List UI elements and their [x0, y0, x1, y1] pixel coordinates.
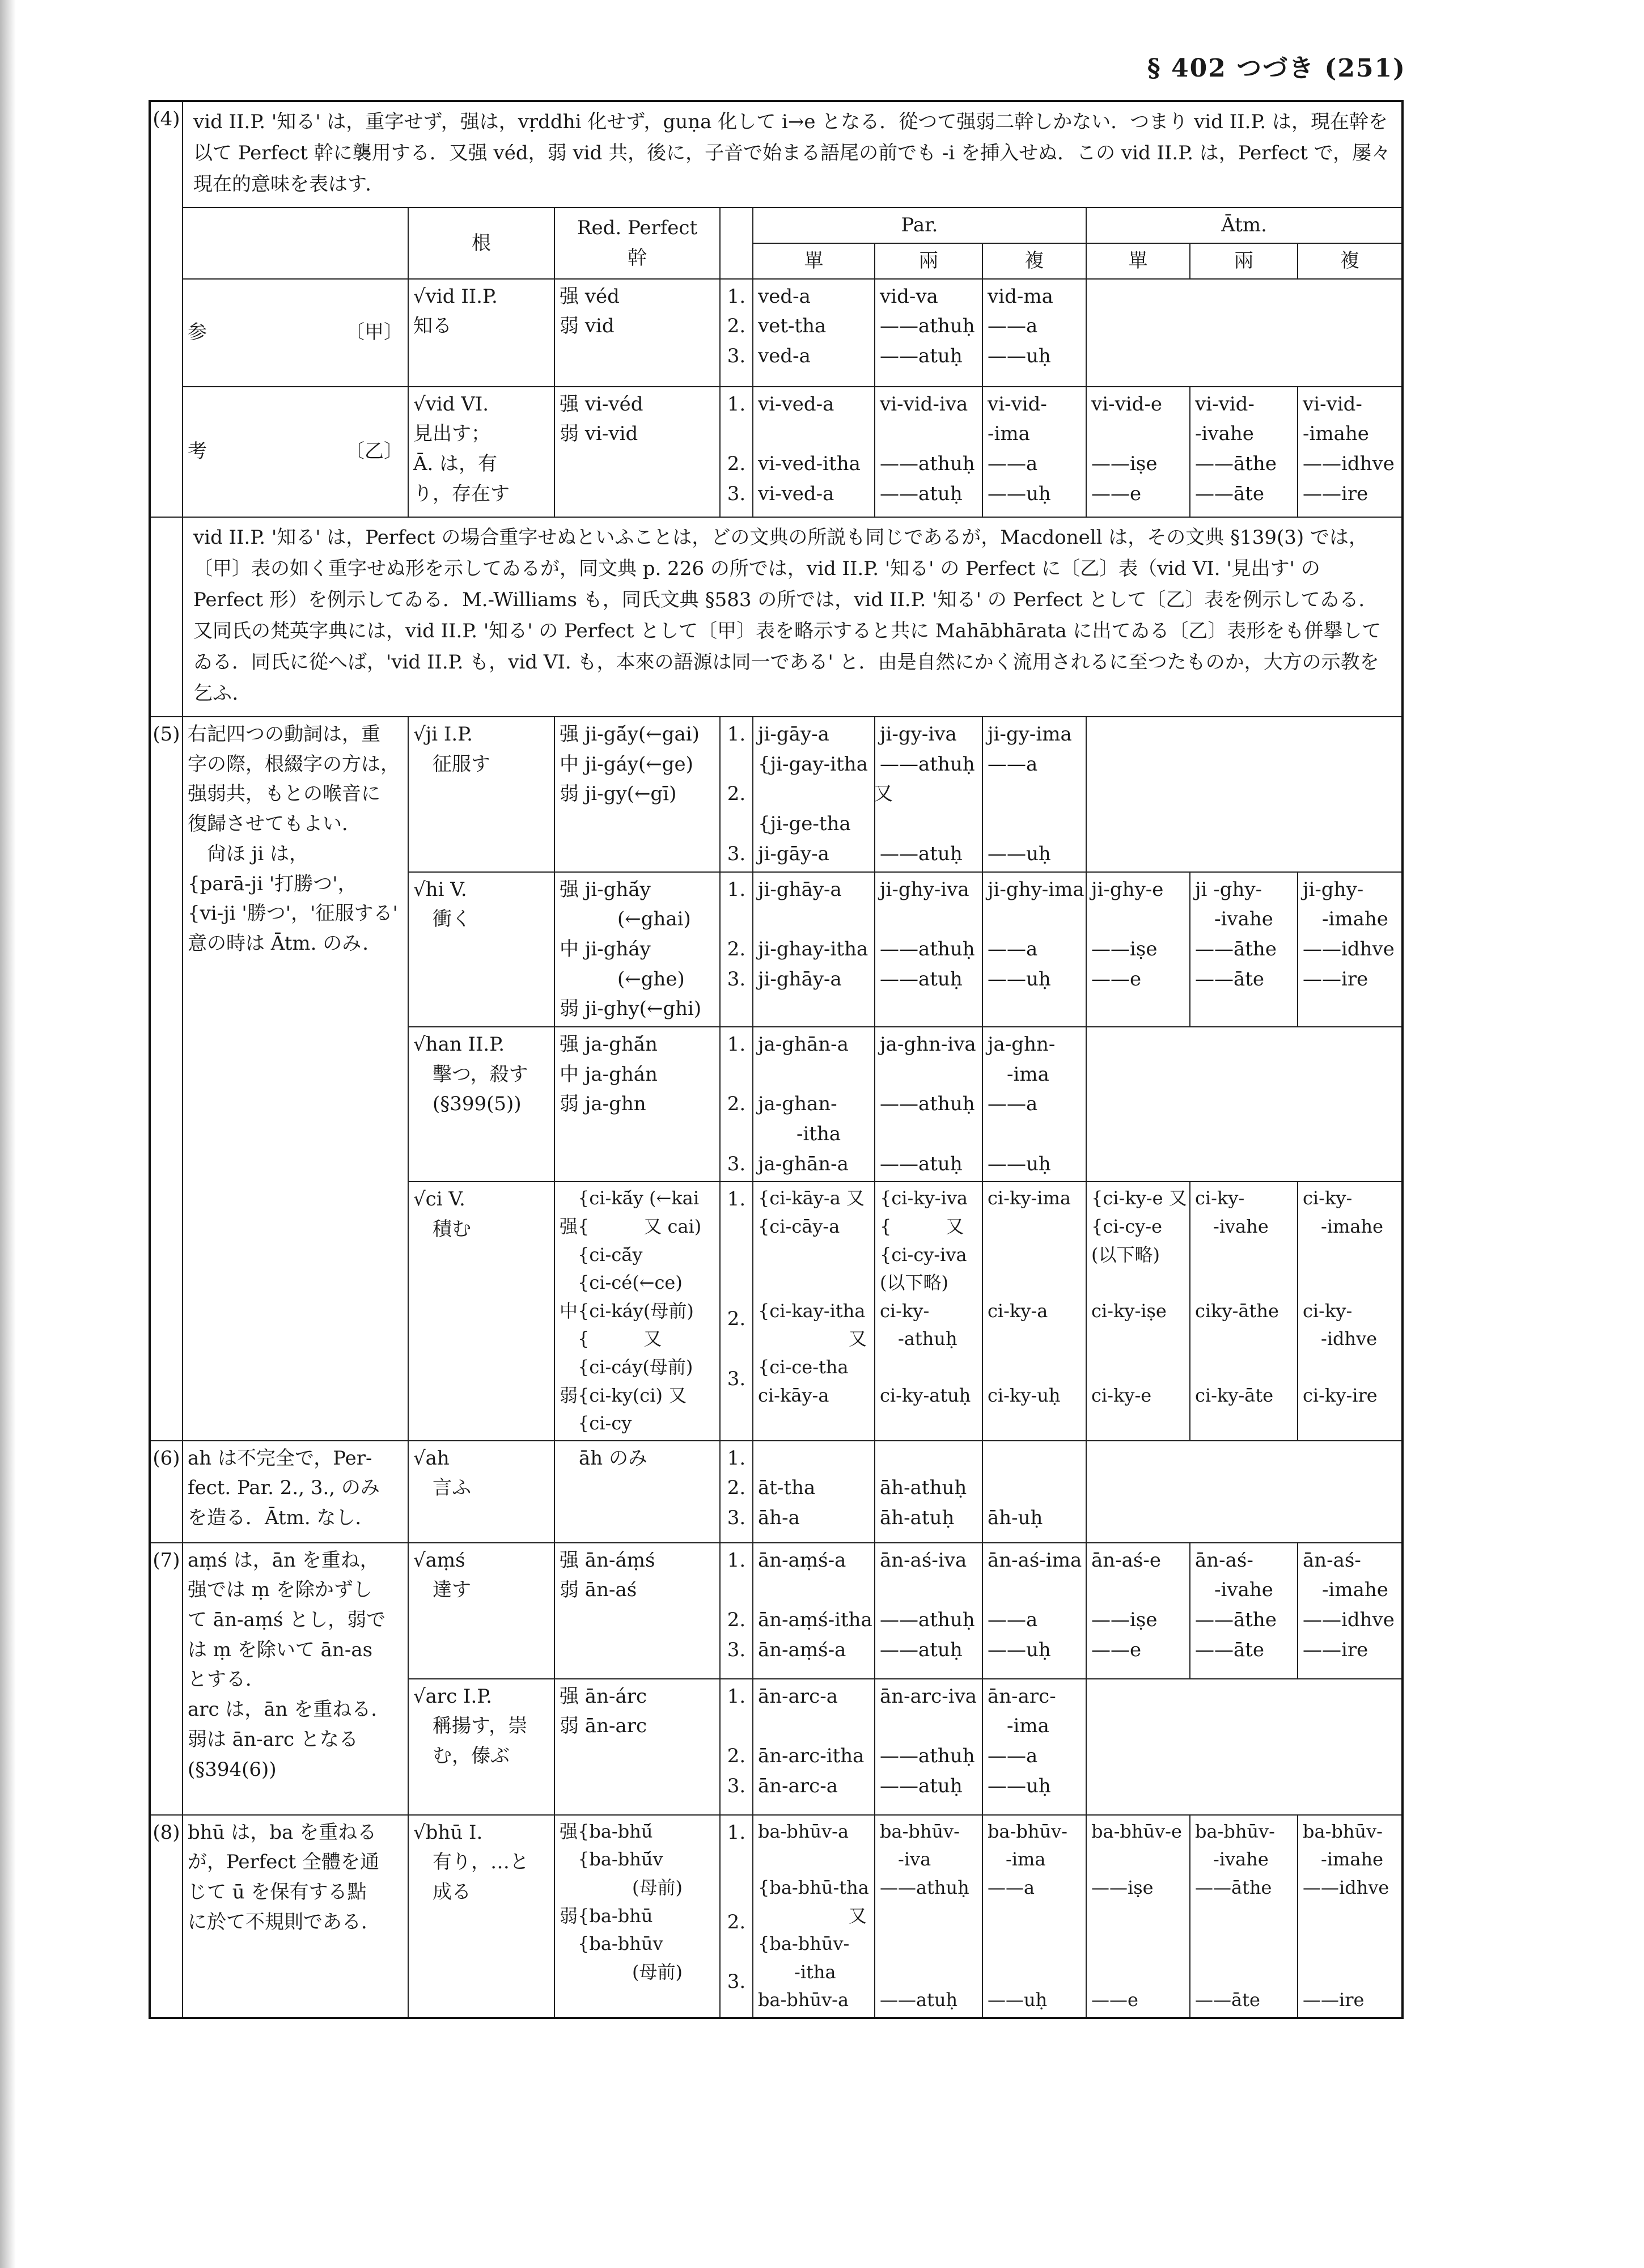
sec5-r1-root: √hi V. 衝く [408, 872, 554, 1027]
sec5-r0-nums: 1. 2. 3. [720, 717, 753, 871]
sec5-r0-stem: 强 ji-gā́y(←gai) 中 ji-gáy(←ge) 弱 ji-gy(←gī) [554, 717, 720, 871]
sec7-r0-root: √aṃś 達す [408, 1543, 554, 1679]
sec7-r0-atm-sg: ān-aś-e ——iṣe ——e [1086, 1543, 1190, 1679]
sec5-r2-par-pl: ja-ghn- -ima ——a ——uḥ [982, 1027, 1086, 1182]
atm-pl-head: 複 [1298, 243, 1403, 279]
par-pl-head: 複 [982, 243, 1086, 279]
row-b-atm-du: vi-vid- -ivahe ——āthe ——āte [1190, 387, 1298, 517]
sec8-stem: 强{ba-bhū́ {ba-bhū́v (母前) 弱{ba-bhū {ba-bhūv (母前) [554, 1815, 720, 2018]
sec7-r0-atm-pl: ān-aś- -imahe ——idhve ——ire [1298, 1543, 1403, 1679]
atm-du-head: 兩 [1190, 243, 1298, 279]
sec6-num: (6) [150, 1441, 183, 1543]
sec5-r3-par-du: {ci-ky-iva { 又 {ci-cy-iva (以下略) ci-ky- -athuḥ ci-ky-atuḥ [875, 1182, 982, 1440]
sec5-r0-par-sg: ji-gāy-a {ji-gay-itha 又 {ji-ge-tha ji-gāy-a [753, 717, 875, 871]
row-b-stem: 强 vi-véd 弱 vi-vid [554, 387, 720, 517]
sec4-intro: vid II.P. '知る' は，重字せず，强は，vṛddhi 化せず，guṇa 化して i→e となる．從つて强弱二幹しかない．つまり vid II.P. は，現在幹を以て Perfect 幹に襲用する．又强 véd，弱 vid 共，後に，子音で始まる語尾の前でも -i を挿入せぬ．この vid II.P. は，Perfect で，屡々現在的意味を表はす． [183, 101, 1403, 208]
sec5-r1-par-sg: ji-ghāy-a ji-ghay-itha ji-ghāy-a [753, 872, 875, 1027]
sec7-num: (7) [150, 1543, 183, 1815]
sec8-par-sg: ba-bhūv-a {ba-bhū-tha 又 {ba-bhūv- -itha ba-bhūv-a [753, 1815, 875, 2018]
sec5-r2-par-sg: ja-ghān-a ja-ghan- -itha ja-ghān-a [753, 1027, 875, 1182]
grammar-page [149, 100, 1401, 2019]
row-b-par-du: vi-vid-iva ——athuḥ ——atuḥ [875, 387, 982, 517]
sec7-r1-par-sg: ān-arc-a ān-arc-itha ān-arc-a [753, 1679, 875, 1815]
sec5-r2-atm-empty [1086, 1027, 1403, 1182]
sec5-r3-atm-pl: ci-ky- -imahe ci-ky- -idhve ci-ky-ire [1298, 1182, 1403, 1440]
sec5-r1-atm-pl: ji-ghy- -imahe ——idhve ——ire [1298, 872, 1403, 1027]
row-a-tag: 〔甲〕 [345, 321, 403, 344]
sec5-r0-par-pl: ji-gy-ima ——a ——uḥ [982, 717, 1086, 871]
sec5-r1-atm-du: ji -ghy- -ivahe ——āthe ——āte [1190, 872, 1298, 1027]
sec7-r1-root: √arc I.P. 稱揚す，崇 む，傣ぶ [408, 1679, 554, 1815]
sec7-r1-par-du: ān-arc-iva ——athuḥ ——atuḥ [875, 1679, 982, 1815]
sec7-r0-stem: 强 ān-áṃś 弱 ān-aś [554, 1543, 720, 1679]
sec7-r0-nums: 1. 2. 3. [720, 1543, 753, 1679]
par-sg-head: 單 [753, 243, 875, 279]
sec8-num: (8) [150, 1815, 183, 2018]
sec7-r0-par-pl: ān-aś-ima ——a ——uḥ [982, 1543, 1086, 1679]
row-b-char: 考 [188, 440, 207, 463]
row-a-par-du: vid-va ——athuḥ ——atuḥ [875, 279, 982, 387]
row-a-nums: 1. 2. 3. [720, 279, 753, 387]
sec5-r3-root: √ci V. 積む [408, 1182, 554, 1440]
sec5-r0-atm-empty [1086, 717, 1403, 871]
row-b-par-pl: vi-vid- -ima ——a ——uḥ [982, 387, 1086, 517]
sec7-r0-atm-du: ān-aś- -ivahe ——āthe ——āte [1190, 1543, 1298, 1679]
sec6-nums: 1. 2. 3. [720, 1441, 753, 1543]
sec6-par-du: āh-athuḥ āh-atuḥ [875, 1441, 982, 1543]
row-a-par-sg: ved-a vet-tha ved-a [753, 279, 875, 387]
sec5-r2-nums: 1. 2. 3. [720, 1027, 753, 1182]
sec5-r1-stem: 强 ji-ghā́y (←ghai) 中 ji-gháy (←ghe) 弱 ji-ghy(←ghi) [554, 872, 720, 1027]
row-a-atm-empty [1086, 279, 1403, 387]
sec7-r1-atm-empty [1086, 1679, 1403, 1815]
sec6-par-pl: āh-uḥ [982, 1441, 1086, 1543]
scan-edge [0, 0, 16, 2268]
row-b-par-sg: vi-ved-a vi-ved-itha vi-ved-a [753, 387, 875, 517]
sec5-r0-par-du: ji-gy-iva ——athuḥ ——atuḥ [875, 717, 982, 871]
sec7-r1-stem: 强 ān-árc 弱 ān-arc [554, 1679, 720, 1815]
atm-head: Ātm. [1086, 208, 1403, 243]
sec5-r1-par-du: ji-ghy-iva ——athuḥ ——atuḥ [875, 872, 982, 1027]
sec5-r1-atm-sg: ji-ghy-e ——iṣe ——e [1086, 872, 1190, 1027]
sec8-atm-pl: ba-bhūv- -imahe ——idhve ——ire [1298, 1815, 1403, 2018]
sec8-nums: 1. 2. 3. [720, 1815, 753, 2018]
row-b-root: √vid VI. 見出す； Ā. は，有 り，存在す [408, 387, 554, 517]
sec6-par-sg: āt-tha āh-a [753, 1441, 875, 1543]
sec7-r0-par-du: ān-aś-iva ——athuḥ ——atuḥ [875, 1543, 982, 1679]
row-a-root: √vid II.P. 知る [408, 279, 554, 387]
row-a-par-pl: vid-ma ——a ——uḥ [982, 279, 1086, 387]
row-b-atm-sg: vi-vid-e ——iṣe ——e [1086, 387, 1190, 517]
sec5-r1-nums: 1. 2. 3. [720, 872, 753, 1027]
row-b-tag: 〔乙〕 [345, 440, 403, 463]
sec4-num: (4) [150, 101, 183, 517]
sec5-r0-root: √ji I.P. 征服す [408, 717, 554, 871]
row-b-atm-pl: vi-vid- -imahe ——idhve ——ire [1298, 387, 1403, 517]
sec5-r2-par-du: ja-ghn-iva ——athuḥ ——atuḥ [875, 1027, 982, 1182]
sec5-r3-atm-du: ci-ky- -ivahe ciky-āthe ci-ky-āte [1190, 1182, 1298, 1440]
sec6-stem: āh のみ [554, 1441, 720, 1543]
num-head [720, 208, 753, 278]
sec5-r2-root: √han II.P. 擊つ，殺す (§399(5)) [408, 1027, 554, 1182]
row-b-label [183, 387, 408, 517]
sec6-root: √ah 言ふ [408, 1441, 554, 1543]
sec8-desc: bhū は，ba を重ねる が，Perfect 全體を通 じて ū を保有する點 に於て不規則である． [183, 1815, 408, 2018]
par-du-head: 兩 [875, 243, 982, 279]
sec5-r3-par-pl: ci-ky-ima ci-ky-a ci-ky-uḥ [982, 1182, 1086, 1440]
sec7-r0-par-sg: ān-aṃś-a ān-aṃś-itha ān-aṃś-a [753, 1543, 875, 1679]
sec5-r2-stem: 强 ja-ghā́n 中 ja-ghán 弱 ja-ghn [554, 1027, 720, 1182]
sec8-atm-sg: ba-bhūv-e ——iṣe ——e [1086, 1815, 1190, 2018]
root-head: 根 [408, 208, 554, 278]
sec8-atm-du: ba-bhūv- -ivahe ——āthe ——āte [1190, 1815, 1298, 2018]
sec5-r3-atm-sg: {ci-ky-e 又 {ci-cy-e (以下略) ci-ky-iṣe ci-ky-e [1086, 1182, 1190, 1440]
sec5-r3-par-sg: {ci-kāy-a 又 {ci-cāy-a {ci-kay-itha 又 {ci-ce-tha ci-kāy-a [753, 1182, 875, 1440]
sec5-r3-nums: 1. 2. 3. [720, 1182, 753, 1440]
sec6-atm-empty [1086, 1441, 1403, 1543]
row-a-label [183, 279, 408, 387]
perfect-table [149, 100, 1404, 2019]
sec4-note: vid II.P. '知る' は，Perfect の場合重字せぬといふことは，どの文典の所説も同じであるが，Macdonell は，その文典 §139(3) では，〔甲〕表の如く重字せぬ形を示してゐるが，同文典 p. 226 の所では，vid II.P. '知る' の Perfect に〔乙〕表（vid VI. '見出す' の Perfect 形）を例示してゐる．M.-Williams も，同氏文典 §583 の所では，vid II.P. '知る' の Perfect として〔乙〕表を例示してゐる．又同氏の梵英字典には，vid II.P. '知る' の Perfect として〔甲〕表を略示すると共に Mahābhārata に出てゐる〔乙〕表形をも併擧してゐる．同氏に從へば，'vid II.P. も，vid VI. も，本來の語源は同一である' と．由是自然にかく流用されるに至つたものか，大方の示教を乞ふ． [183, 517, 1403, 717]
sec6-desc: ah は不完全で，Per- fect. Par. 2., 3., のみ を造る．Ātm. なし． [183, 1441, 408, 1543]
stem-head: Red. Perfect 幹 [554, 208, 720, 278]
sec8-root: √bhū I. 有り，…と 成る [408, 1815, 554, 2018]
blank-head [183, 208, 408, 278]
row-a-char: 参 [188, 321, 207, 344]
row-b-nums: 1. 2. 3. [720, 387, 753, 517]
atm-sg-head: 單 [1086, 243, 1190, 279]
sec7-r1-nums: 1. 2. 3. [720, 1679, 753, 1815]
sec5-r3-stem: {ci-kā́y (←kai 强{ 又 cai) {ci-cā́y {ci-cé(←ce) 中{ci-káy(母前) { 又 {ci-cáy(母前) 弱{ci-ky(ci) 又 {ci-cy [554, 1182, 720, 1440]
sec8-par-du: ba-bhūv- -iva ——athuḥ ——atuḥ [875, 1815, 982, 2018]
sec7-r1-par-pl: ān-arc- -ima ——a ——uḥ [982, 1679, 1086, 1815]
page-header: § 402 つづき (251) [1147, 54, 1406, 83]
sec5-r1-par-pl: ji-ghy-ima ——a ——uḥ [982, 872, 1086, 1027]
sec5-num: (5) [150, 717, 183, 1441]
row-a-stem: 强 véd 弱 vid [554, 279, 720, 387]
sec5-desc: 右記四つの動詞は，重 字の際，根綴字の方は， 强弱共，もとの喉音に 復歸させてもよい． 尙ほ ji は， {parā-ji '打勝つ'， {vi-ji '勝つ'，'征服する' 意の時は Ātm. のみ． [183, 717, 408, 1441]
par-head: Par. [753, 208, 1086, 243]
sec7-desc: aṃś は，ān を重ね， 强では ṃ を除かずし て ān-aṃś とし，弱で は ṃ を除いて ān-as とする． arc は，ān を重ねる． 弱は ān-arc となる (§394(6)) [183, 1543, 408, 1815]
sec8-par-pl: ba-bhūv- -ima ——a ——uḥ [982, 1815, 1086, 2018]
